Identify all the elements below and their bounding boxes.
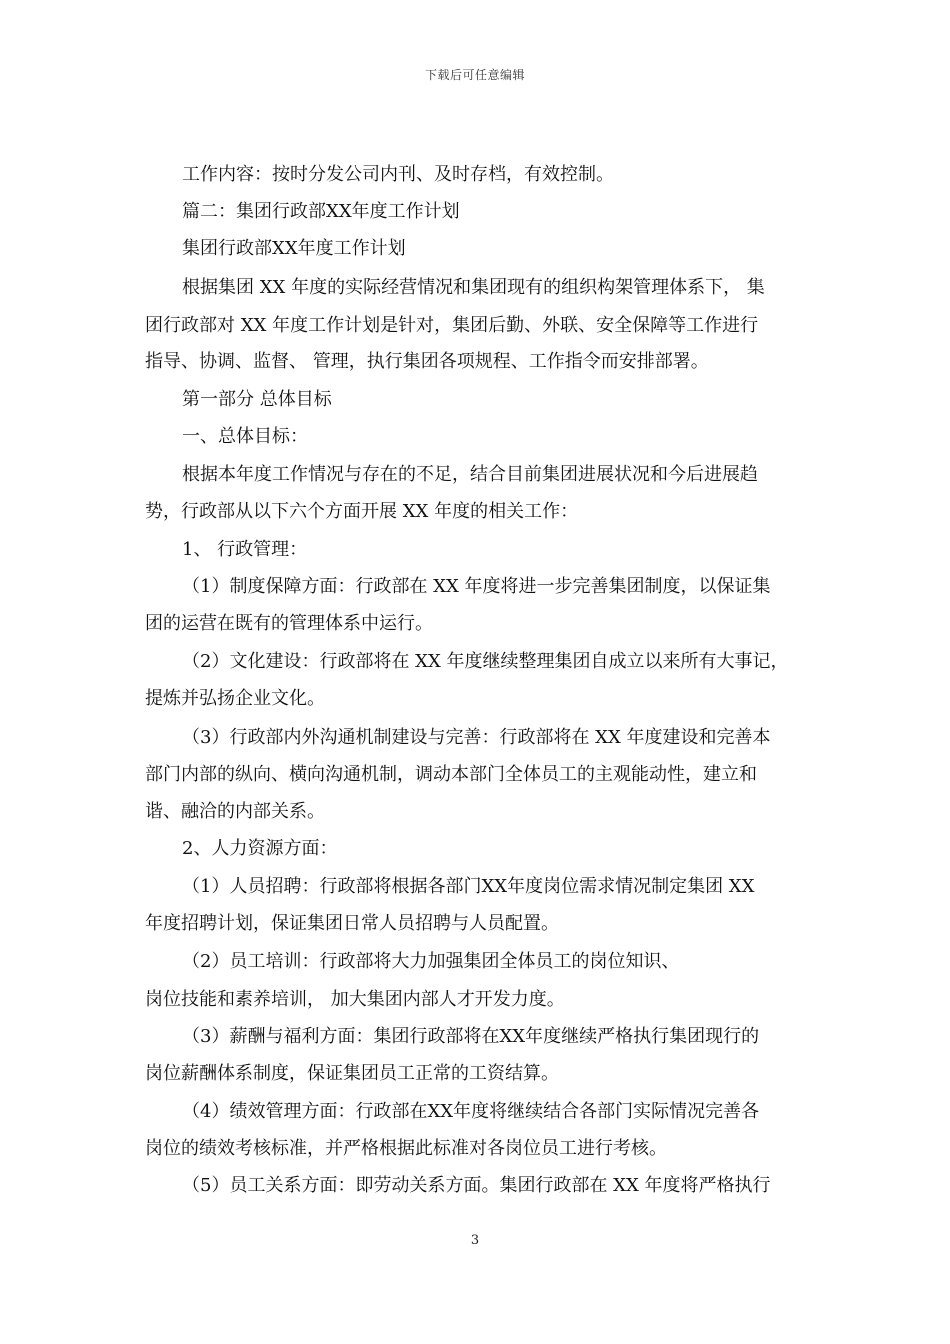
paragraph-line: 根据本年度工作情况与存在的不足，结合目前集团进展状况和今后进展趋 [182, 464, 758, 485]
paragraph-line: 工作内容：按时分发公司内刊、及时存档，有效控制。 [182, 164, 614, 185]
paragraph-line: 谐、融洽的内部关系。 [145, 801, 325, 822]
paragraph-line: （3）行政部内外沟通机制建设与完善：行政部将在 XX 年度建设和完善本 [182, 727, 771, 748]
paragraph-line: 部门内部的纵向、横向沟通机制，调动本部门全体员工的主观能动性，建立和 [145, 764, 757, 785]
paragraph-line: 岗位薪酬体系制度，保证集团员工正常的工资结算。 [145, 1063, 559, 1084]
paragraph-line: 岗位的绩效考核标准，并严格根据此标准对各岗位员工进行考核。 [145, 1138, 667, 1159]
list-heading: 2、人力资源方面： [182, 838, 338, 859]
paragraph-line: 岗位技能和素养培训， 加大集团内部人才开发力度。 [145, 989, 565, 1010]
paragraph-line: 提炼并弘扬企业文化。 [145, 688, 325, 709]
paragraph-line: （1）制度保障方面：行政部在 XX 年度将进一步完善集团制度，以保证集 [182, 576, 771, 597]
paragraph-line: 集团行政部XX年度工作计划 [182, 238, 406, 259]
paragraph-line: 团行政部对 XX 年度工作计划是针对，集团后勤、外联、安全保障等工作进行 [145, 315, 759, 336]
paragraph-line: （1）人员招聘：行政部将根据各部门XX年度岗位需求情况制定集团 XX [182, 876, 755, 897]
list-heading: 1、 行政管理： [182, 539, 308, 560]
paragraph-line: 指导、协调、监督、 管理，执行集团各项规程、工作指令而安排部署。 [145, 351, 709, 372]
paragraph-line: 根据集团 XX 年度的实际经营情况和集团现有的组织构架管理体系下， 集 [182, 277, 765, 298]
subsection-heading: 一、总体目标： [182, 426, 308, 447]
paragraph-line: 篇二：集团行政部XX年度工作计划 [182, 201, 460, 222]
paragraph-line: 势，行政部从以下六个方面开展 XX 年度的相关工作： [145, 501, 579, 522]
page-header: 下载后可任意编辑 [424, 68, 525, 82]
paragraph-line: 年度招聘计划，保证集团日常人员招聘与人员配置。 [145, 913, 559, 934]
paragraph-line: （2）文化建设：行政部将在 XX 年度继续整理集团自成立以来所有大事记， [182, 651, 789, 672]
paragraph-line: 团的运营在既有的管理体系中运行。 [145, 613, 433, 634]
paragraph-line: （5）员工关系方面：即劳动关系方面。集团行政部在 XX 年度将严格执行 [182, 1175, 771, 1196]
page-number: 3 [470, 1233, 480, 1248]
paragraph-line: （4）绩效管理方面：行政部在XX年度将继续结合各部门实际情况完善各 [182, 1101, 760, 1122]
section-heading: 第一部分 总体目标 [182, 389, 332, 410]
paragraph-line: （2）员工培训：行政部将大力加强集团全体员工的岗位知识、 [182, 951, 680, 972]
paragraph-line: （3）薪酬与福利方面：集团行政部将在XX年度继续严格执行集团现行的 [182, 1026, 760, 1047]
